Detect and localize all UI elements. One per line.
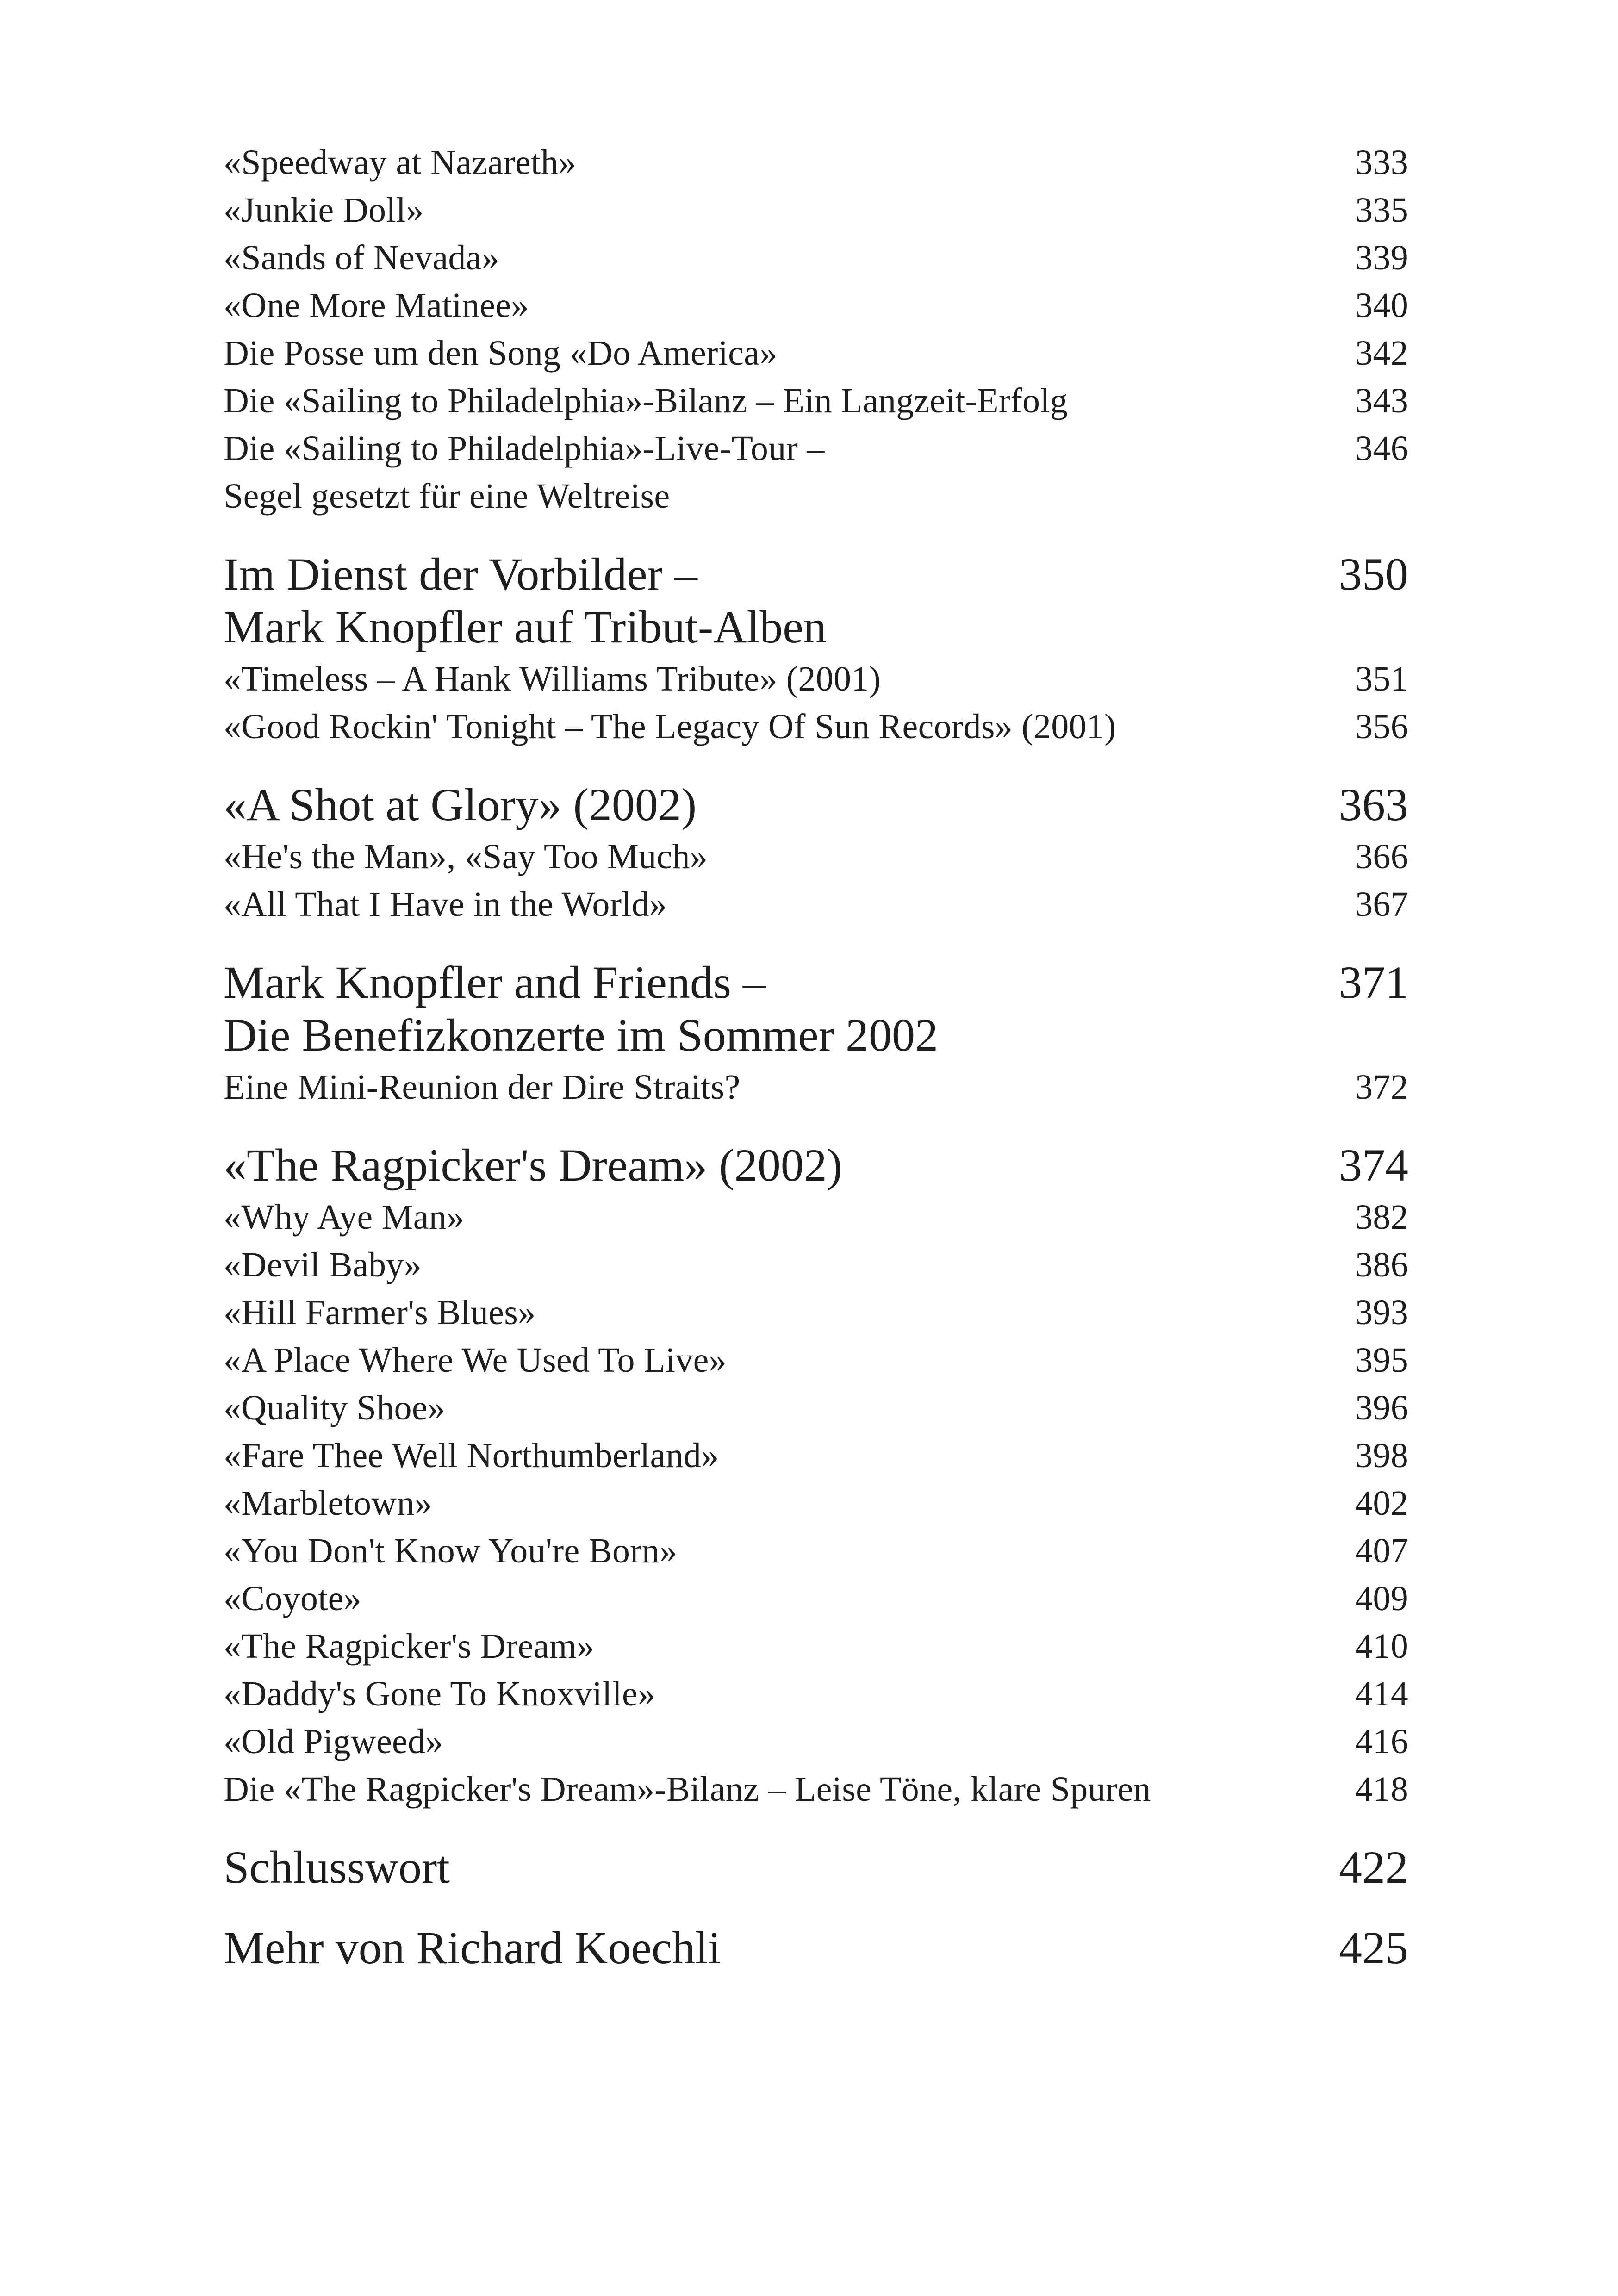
toc-section-schlusswort	[224, 1841, 1408, 1894]
toc-chapter-page: 363	[1339, 779, 1408, 830]
toc-entry-title: «A Place Where We Used To Live»	[224, 1341, 727, 1380]
toc-entry[interactable]	[224, 1064, 1408, 1111]
toc-entry[interactable]	[224, 1527, 1408, 1575]
toc-chapter-title-line: Die Benefizkonzerte im Sommer 2002	[224, 1009, 938, 1061]
toc-entry-title-line: Segel gesetzt für eine Weltreise	[224, 477, 670, 516]
toc-entry-title: «Sands of Nevada»	[224, 238, 500, 277]
toc-entry-page: 351	[1355, 660, 1408, 698]
toc-entry[interactable]	[224, 425, 1408, 520]
toc-entry-title: Die «Sailing to Philadelphia»-Bilanz – Ein Langzeit-Erfolg	[224, 381, 1068, 420]
toc-entry-page: 372	[1355, 1068, 1408, 1107]
toc-chapter-title-line: Mark Knopfler auf Tribut-Alben	[224, 601, 827, 653]
toc-entry-title: «You Don't Know You're Born»	[224, 1531, 678, 1570]
toc-section-a-shot-at-glory	[224, 778, 1408, 928]
toc-entry[interactable]	[224, 1670, 1408, 1718]
toc-entry[interactable]	[224, 1432, 1408, 1480]
toc-chapter-title: Mehr von Richard Koechli	[224, 1922, 721, 1973]
toc-chapter[interactable]	[224, 778, 1408, 831]
toc-entry-page: 393	[1355, 1293, 1408, 1332]
table-of-contents	[224, 139, 1408, 1976]
toc-section-ragpickers-dream	[224, 1139, 1408, 1813]
toc-entry-page: 418	[1355, 1770, 1408, 1809]
toc-entry-title: «Timeless – A Hank Williams Tribute» (2001)	[224, 660, 881, 698]
toc-chapter[interactable]	[224, 548, 1408, 653]
toc-entry-page: 343	[1355, 381, 1408, 420]
toc-entry[interactable]	[224, 1766, 1408, 1813]
toc-entry-page: 396	[1355, 1388, 1408, 1427]
toc-chapter[interactable]	[224, 1841, 1408, 1894]
toc-entry[interactable]	[224, 1575, 1408, 1623]
toc-entry-page: 346	[1355, 429, 1408, 468]
toc-entry-page: 407	[1355, 1531, 1408, 1570]
toc-entry-title: «Old Pigweed»	[224, 1722, 443, 1761]
toc-chapter-title	[224, 548, 1316, 653]
toc-entry[interactable]	[224, 187, 1408, 234]
toc-chapter-title: «A Shot at Glory» (2002)	[224, 779, 697, 830]
toc-entry-title: «Why Aye Man»	[224, 1198, 465, 1237]
toc-entry-page: 416	[1355, 1722, 1408, 1761]
toc-entry[interactable]	[224, 282, 1408, 330]
toc-entry-page: 342	[1355, 334, 1408, 373]
toc-entry[interactable]	[224, 833, 1408, 881]
toc-entry[interactable]	[224, 1480, 1408, 1527]
toc-entry[interactable]	[224, 703, 1408, 751]
toc-chapter[interactable]	[224, 1139, 1408, 1192]
toc-entry[interactable]	[224, 1384, 1408, 1432]
toc-entry-title: «Speedway at Nazareth»	[224, 143, 577, 182]
toc-chapter[interactable]	[224, 956, 1408, 1062]
toc-entry-title: «Devil Baby»	[224, 1245, 422, 1284]
toc-entry[interactable]	[224, 234, 1408, 282]
toc-chapter-title: Schlusswort	[224, 1842, 450, 1893]
toc-entry-page: 395	[1355, 1341, 1408, 1380]
toc-entry-title: Eine Mini-Reunion der Dire Straits?	[224, 1068, 741, 1107]
toc-entry[interactable]	[224, 377, 1408, 425]
toc-entry-title: «Good Rockin' Tonight – The Legacy Of Sun Records» (2001)	[224, 707, 1116, 746]
toc-chapter-page: 371	[1339, 957, 1408, 1008]
toc-chapter-title: «The Ragpicker's Dream» (2002)	[224, 1139, 843, 1191]
toc-entry-page: 366	[1355, 837, 1408, 876]
toc-entry-page: 356	[1355, 707, 1408, 746]
toc-entry-page: 340	[1355, 286, 1408, 325]
toc-entry[interactable]	[224, 655, 1408, 703]
toc-chapter-page: 425	[1339, 1922, 1408, 1973]
toc-entry-page: 410	[1355, 1627, 1408, 1666]
toc-chapter-page: 374	[1339, 1139, 1408, 1191]
toc-entry-title: Die «The Ragpicker's Dream»-Bilanz – Leise Töne, klare Spuren	[224, 1770, 1151, 1809]
toc-entry-page: 409	[1355, 1579, 1408, 1618]
toc-chapter-page: 422	[1339, 1842, 1408, 1893]
toc-section-tribut-alben	[224, 548, 1408, 751]
toc-entry[interactable]	[224, 139, 1408, 187]
toc-entry-page: 335	[1355, 191, 1408, 230]
toc-entry-title: «Quality Shoe»	[224, 1388, 446, 1427]
toc-entry-title: «All That I Have in the World»	[224, 885, 667, 924]
toc-chapter-page: 350	[1339, 548, 1408, 600]
toc-entry[interactable]	[224, 1194, 1408, 1241]
toc-chapter-title-line: Mark Knopfler and Friends –	[224, 957, 766, 1008]
toc-entry-page: 398	[1355, 1436, 1408, 1475]
toc-entry-title: «The Ragpicker's Dream»	[224, 1627, 595, 1666]
toc-entry-title-line: Die «Sailing to Philadelphia»-Live-Tour –	[224, 429, 825, 468]
toc-entry[interactable]	[224, 1718, 1408, 1766]
toc-entry-title: Die Posse um den Song «Do America»	[224, 334, 778, 373]
toc-entry-title	[224, 425, 1316, 520]
toc-entry-page: 386	[1355, 1245, 1408, 1284]
toc-entry-title: «Coyote»	[224, 1579, 361, 1618]
toc-entry-title: «One More Matinee»	[224, 286, 529, 325]
toc-entry-page: 339	[1355, 238, 1408, 277]
toc-entry[interactable]	[224, 881, 1408, 928]
toc-section-sailing-to-philadelphia	[224, 139, 1408, 520]
toc-entry-page: 382	[1355, 1198, 1408, 1237]
toc-entry-title: «Hill Farmer's Blues»	[224, 1293, 536, 1332]
toc-chapter[interactable]	[224, 1922, 1408, 1974]
toc-chapter-title	[224, 956, 1316, 1062]
toc-section-mehr-von-richard-koechli	[224, 1922, 1408, 1974]
toc-entry-title: «He's the Man», «Say Too Much»	[224, 837, 708, 876]
toc-entry-title: «Fare Thee Well Northumberland»	[224, 1436, 719, 1475]
toc-chapter-title-line: Im Dienst der Vorbilder –	[224, 548, 697, 600]
toc-entry[interactable]	[224, 1289, 1408, 1337]
toc-entry-title: «Marbletown»	[224, 1484, 433, 1523]
toc-section-benefizkonzerte	[224, 956, 1408, 1111]
toc-entry[interactable]	[224, 1623, 1408, 1670]
toc-entry-title: «Daddy's Gone To Knoxville»	[224, 1674, 656, 1713]
toc-entry-page: 414	[1355, 1674, 1408, 1713]
toc-entry-page: 402	[1355, 1484, 1408, 1523]
toc-entry[interactable]	[224, 1241, 1408, 1289]
toc-entry[interactable]	[224, 1337, 1408, 1384]
toc-entry[interactable]	[224, 330, 1408, 377]
toc-entry-page: 367	[1355, 885, 1408, 924]
toc-entry-title: «Junkie Doll»	[224, 191, 424, 230]
toc-entry-page: 333	[1355, 143, 1408, 182]
